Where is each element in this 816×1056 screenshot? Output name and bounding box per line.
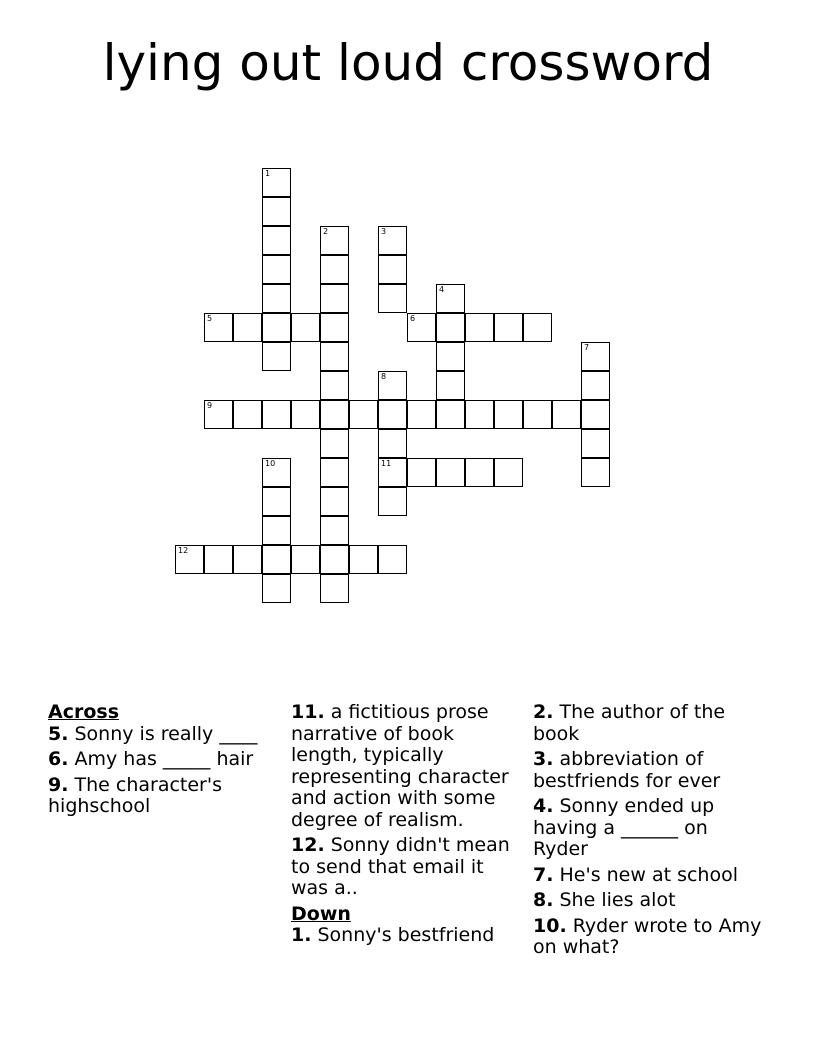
clue-text: Sonny didn't mean to send that email it was a.. (291, 834, 510, 899)
grid-cell[interactable] (320, 487, 349, 516)
grid-cell[interactable] (204, 313, 233, 342)
grid-cell[interactable] (320, 516, 349, 545)
clue-down-10 (533, 916, 765, 959)
grid-cell[interactable] (262, 284, 291, 313)
grid-cell[interactable] (262, 458, 291, 487)
grid-cell[interactable] (494, 313, 523, 342)
grid-cell[interactable] (378, 226, 407, 255)
grid-cell[interactable] (407, 313, 436, 342)
grid-cell[interactable] (233, 400, 262, 429)
cell-number: 4 (439, 285, 445, 294)
grid-cell[interactable] (204, 545, 233, 574)
grid-cell[interactable] (320, 400, 349, 429)
clue-number: 8. (533, 889, 554, 911)
grid-cell[interactable] (465, 458, 494, 487)
cell-number: 8 (381, 372, 387, 381)
grid-cell[interactable] (320, 313, 349, 342)
cell-number: 5 (207, 314, 213, 323)
grid-cell[interactable] (262, 168, 291, 197)
clue-number: 9. (48, 773, 69, 796)
cell-number: 2 (323, 227, 329, 236)
grid-cell[interactable] (320, 574, 349, 603)
grid-cell[interactable] (233, 313, 262, 342)
grid-cell[interactable] (175, 545, 204, 574)
grid-cell[interactable] (262, 313, 291, 342)
grid-cell[interactable] (378, 284, 407, 313)
clue-text: The character's highschool (48, 773, 222, 817)
grid-cell[interactable] (204, 400, 233, 429)
grid-cell[interactable] (233, 545, 262, 574)
clue-text: abbreviation of bestfriends for ever (533, 748, 721, 792)
grid-cell[interactable] (436, 371, 465, 400)
grid-cell[interactable] (581, 400, 610, 429)
clue-text: Sonny's bestfriend (317, 924, 495, 946)
grid-cell[interactable] (581, 429, 610, 458)
grid-cell[interactable] (407, 458, 436, 487)
clues-column-3 (533, 702, 765, 963)
grid-cell[interactable] (407, 400, 436, 429)
grid-cell[interactable] (581, 342, 610, 371)
grid-cell[interactable] (262, 574, 291, 603)
clue-number: 6. (48, 748, 69, 770)
grid-cell[interactable] (465, 400, 494, 429)
grid-cell[interactable] (320, 371, 349, 400)
clue-down-3 (533, 749, 765, 792)
grid-cell[interactable] (349, 545, 378, 574)
grid-cell[interactable] (262, 226, 291, 255)
grid-cell[interactable] (291, 545, 320, 574)
grid-cell[interactable] (320, 226, 349, 255)
clue-text: Sonny ended up having a ______ on Ryder (533, 795, 715, 860)
grid-cell[interactable] (581, 371, 610, 400)
grid-cell[interactable] (262, 400, 291, 429)
clue-text: She lies alot (559, 889, 676, 911)
clue-text: Sonny is really ____ (74, 722, 258, 745)
grid-cell[interactable] (436, 284, 465, 313)
clue-text: The author of the book (533, 701, 726, 745)
clue-text: a fictitious prose narrative of book length, typically representing character and action with some degree of realism. (291, 701, 509, 831)
clue-number: 11. (291, 701, 325, 723)
grid-cell[interactable] (378, 458, 407, 487)
cell-number: 11 (381, 459, 392, 468)
clue-number: 10. (533, 914, 567, 937)
grid-cell[interactable] (320, 458, 349, 487)
grid-cell[interactable] (320, 255, 349, 284)
cell-number: 7 (584, 343, 590, 352)
grid-cell[interactable] (320, 284, 349, 313)
clue-across-11 (291, 702, 523, 831)
grid-cell[interactable] (378, 371, 407, 400)
clue-down-2 (533, 702, 765, 745)
cell-number: 9 (207, 401, 213, 410)
down-heading: Down (291, 902, 351, 925)
grid-cell[interactable] (378, 545, 407, 574)
grid-cell[interactable] (494, 458, 523, 487)
clue-text: Amy has _____ hair (74, 748, 254, 770)
grid-cell[interactable] (378, 400, 407, 429)
grid-cell[interactable] (291, 313, 320, 342)
clue-across-6 (48, 749, 280, 771)
grid-cell[interactable] (262, 342, 291, 371)
grid-cell[interactable] (320, 342, 349, 371)
clue-down-7 (533, 865, 765, 887)
grid-cell[interactable] (523, 313, 552, 342)
grid-cell[interactable] (436, 342, 465, 371)
grid-cell[interactable] (378, 255, 407, 284)
clue-number: 2. (533, 701, 554, 723)
grid-cell[interactable] (581, 458, 610, 487)
clue-number: 1. (291, 924, 312, 946)
clue-across-9 (48, 775, 280, 818)
clue-down-4 (533, 796, 765, 861)
clue-number: 12. (291, 834, 325, 856)
grid-cell[interactable] (523, 400, 552, 429)
grid-cell[interactable] (378, 429, 407, 458)
page-title: lying out loud crossword (102, 34, 714, 92)
clue-number: 5. (48, 722, 69, 745)
clue-number: 4. (533, 795, 554, 817)
grid-cell[interactable] (552, 400, 581, 429)
clue-down-1 (291, 925, 523, 947)
grid-cell[interactable] (436, 458, 465, 487)
grid-cell[interactable] (378, 487, 407, 516)
grid-cell[interactable] (262, 545, 291, 574)
cell-number: 1 (265, 169, 271, 178)
grid-cell[interactable] (262, 255, 291, 284)
grid-cell[interactable] (320, 545, 349, 574)
grid-cell[interactable] (436, 313, 465, 342)
cell-number: 6 (410, 314, 416, 323)
grid-cell[interactable] (465, 313, 494, 342)
grid-cell[interactable] (291, 400, 320, 429)
clues-column-2 (291, 702, 523, 951)
grid-cell[interactable] (262, 197, 291, 226)
cell-number: 10 (265, 459, 276, 468)
across-heading: Across (48, 701, 120, 723)
grid-cell[interactable] (262, 516, 291, 545)
grid-cell[interactable] (262, 487, 291, 516)
clue-across-5 (48, 724, 280, 746)
cell-number: 12 (178, 546, 189, 555)
clue-across-12 (291, 835, 523, 900)
grid-cell[interactable] (436, 400, 465, 429)
clue-down-8 (533, 890, 765, 912)
cell-number: 3 (381, 227, 387, 236)
clue-number: 3. (533, 748, 554, 770)
grid-cell[interactable] (494, 400, 523, 429)
clue-number: 7. (533, 863, 554, 886)
clue-text: He's new at school (559, 863, 738, 886)
grid-cell[interactable] (320, 429, 349, 458)
grid-cell[interactable] (349, 400, 378, 429)
clues-column-1 (48, 702, 280, 822)
clue-text: Ryder wrote to Amy on what? (533, 914, 762, 958)
